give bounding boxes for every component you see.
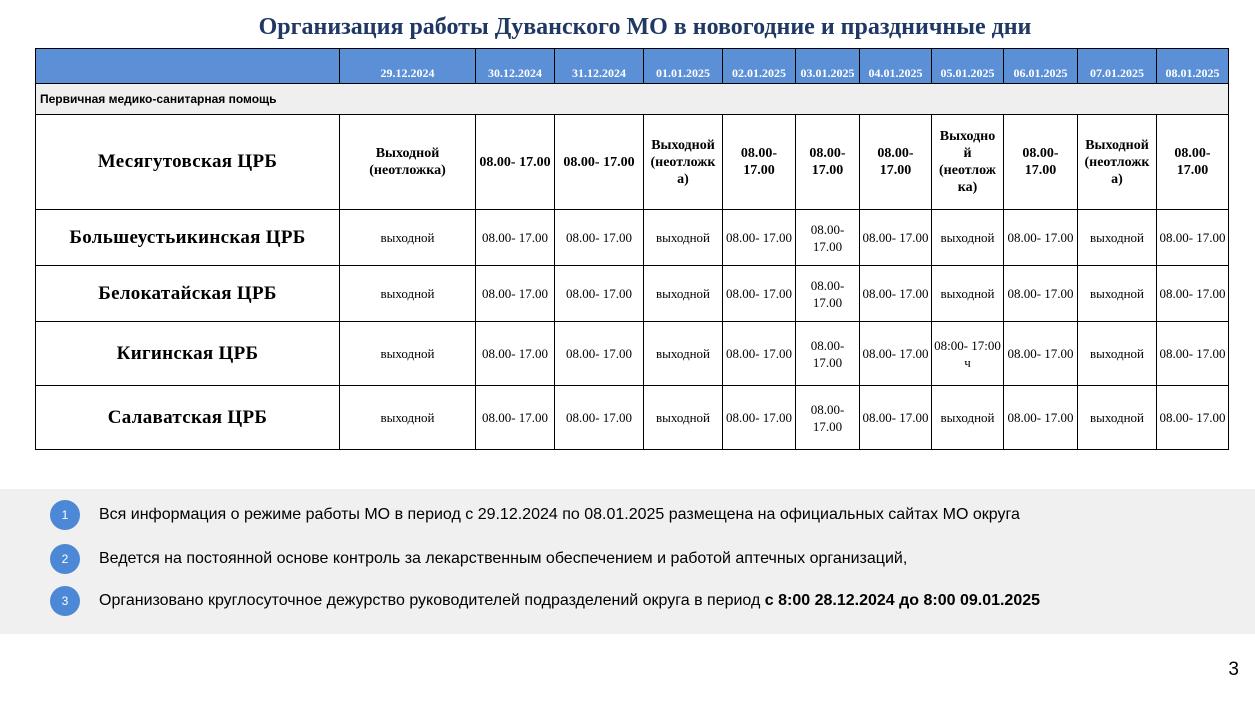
date-header: 05.01.2025 (932, 49, 1004, 84)
schedule-cell: 08.00- 17.00 (860, 210, 932, 266)
schedule-cell: выходной (340, 386, 476, 450)
table-header-row (36, 49, 1229, 84)
schedule-cell: 08.00- 17.00 (1004, 322, 1078, 386)
schedule-cell: 08.00- 17.00 (1157, 266, 1229, 322)
note-text (99, 506, 1020, 524)
schedule-cell: 08.00- 17.00 (796, 266, 860, 322)
schedule-cell: 08.00- 17.00 (476, 115, 555, 210)
note-text (99, 550, 907, 568)
date-header: 03.01.2025 (796, 49, 860, 84)
schedule-cell: 08.00- 17.00 (723, 210, 796, 266)
schedule-cell: 08.00- 17.00 (1004, 210, 1078, 266)
schedule-cell: 08.00- 17.00 (1157, 322, 1229, 386)
schedule-cell: 08.00- 17.00 (555, 322, 644, 386)
table-row (36, 386, 1229, 450)
section-row (36, 84, 1229, 115)
schedule-cell: 08.00- 17.00 (1157, 386, 1229, 450)
schedule-cell: 08.00- 17.00 (476, 322, 555, 386)
schedule-cell: 08.00- 17.00 (796, 115, 860, 210)
page-number: 3 (1228, 659, 1239, 680)
schedule-cell: Выходной (неотложк а) (644, 115, 723, 210)
page-title: Организация работы Дуванского МО в новогодние и праздничные дни (258, 14, 1032, 40)
schedule-cell: 08.00- 17.00 (555, 115, 644, 210)
schedule-cell: 08.00- 17.00 (860, 322, 932, 386)
schedule-cell: 08.00- 17.00 (860, 266, 932, 322)
hospital-name: Месягутовская ЦРБ (36, 115, 340, 210)
schedule-cell: выходной (1078, 322, 1157, 386)
date-header: 29.12.2024 (340, 49, 476, 84)
table-row (36, 322, 1229, 386)
date-header: 06.01.2025 (1004, 49, 1078, 84)
hospital-name: Кигинская ЦРБ (36, 322, 340, 386)
schedule-cell: выходной (932, 386, 1004, 450)
schedule-cell: 08.00- 17.00 (555, 266, 644, 322)
schedule-cell: выходной (340, 266, 476, 322)
schedule-cell: Выходной (неотложка) (340, 115, 476, 210)
schedule-cell: 08.00- 17.00 (723, 386, 796, 450)
date-header: 04.01.2025 (860, 49, 932, 84)
date-header: 31.12.2024 (555, 49, 644, 84)
schedule-cell: выходной (644, 210, 723, 266)
schedule-cell: 08.00- 17.00 (796, 322, 860, 386)
schedule-cell: 08.00- 17.00 (1157, 115, 1229, 210)
hospital-name: Белокатайская ЦРБ (36, 266, 340, 322)
schedule-cell: 08.00- 17.00 (796, 386, 860, 450)
schedule-cell: Выходной (неотложк а) (1078, 115, 1157, 210)
number-bullet: 3 (50, 586, 80, 616)
hospital-name: Салаватская ЦРБ (36, 386, 340, 450)
schedule-cell: 08.00- 17.00 (723, 322, 796, 386)
schedule-cell: выходной (1078, 266, 1157, 322)
section-title: Первичная медико-санитарная помощь (36, 84, 1229, 115)
schedule-cell: 08.00- 17.00 (860, 115, 932, 210)
date-header: 01.01.2025 (644, 49, 723, 84)
schedule-cell: 08.00- 17.00 (723, 266, 796, 322)
date-header: 08.01.2025 (1157, 49, 1229, 84)
note-text (99, 592, 1040, 610)
table-row (36, 115, 1229, 210)
schedule-cell: Выходно й (неотлож ка) (932, 115, 1004, 210)
date-header: 02.01.2025 (723, 49, 796, 84)
date-header: 07.01.2025 (1078, 49, 1157, 84)
schedule-table (35, 48, 1229, 450)
schedule-cell: 08.00- 17.00 (860, 386, 932, 450)
number-bullet: 1 (50, 500, 80, 530)
schedule-cell: выходной (644, 386, 723, 450)
note-text-regular: Организовано круглосуточное дежурство руководителей подразделений округа в период (99, 592, 765, 609)
schedule-cell: 08.00- 17.00 (555, 386, 644, 450)
schedule-cell: выходной (340, 322, 476, 386)
schedule-cell: выходной (1078, 210, 1157, 266)
note-text-bold: с 8:00 28.12.2024 до 8:00 09.01.2025 (764, 592, 1041, 609)
date-header: 30.12.2024 (476, 49, 555, 84)
schedule-cell: 08.00- 17.00 (1004, 115, 1078, 210)
schedule-cell: 08:00- 17:00 ч (932, 322, 1004, 386)
hospital-name: Большеустьикинская ЦРБ (36, 210, 340, 266)
schedule-cell: 08.00- 17.00 (476, 210, 555, 266)
schedule-cell: 08.00- 17.00 (1157, 210, 1229, 266)
schedule-cell: 08.00- 17.00 (476, 386, 555, 450)
table-row (36, 210, 1229, 266)
note-text-regular: Вся информация о режиме работы МО в период с 29.12.2024 по 08.01.2025 размещена на официальных сайтах МО округа (99, 506, 1020, 523)
header-corner (36, 49, 340, 84)
table-row (36, 266, 1229, 322)
schedule-cell: выходной (1078, 386, 1157, 450)
schedule-cell: 08.00- 17.00 (476, 266, 555, 322)
schedule-cell: выходной (932, 210, 1004, 266)
schedule-cell: 08.00- 17.00 (796, 210, 860, 266)
schedule-cell: 08.00- 17.00 (1004, 386, 1078, 450)
note-text-regular: Ведется на постоянной основе контроль за лекарственным обеспечением и работой аптечных организаций, (99, 550, 908, 567)
schedule-cell: 08.00- 17.00 (1004, 266, 1078, 322)
schedule-cell: выходной (932, 266, 1004, 322)
schedule-cell: выходной (644, 266, 723, 322)
notes-panel (0, 489, 1255, 634)
number-bullet: 2 (50, 544, 80, 574)
schedule-cell: 08.00- 17.00 (723, 115, 796, 210)
schedule-cell: выходной (340, 210, 476, 266)
schedule-cell: выходной (644, 322, 723, 386)
schedule-cell: 08.00- 17.00 (555, 210, 644, 266)
